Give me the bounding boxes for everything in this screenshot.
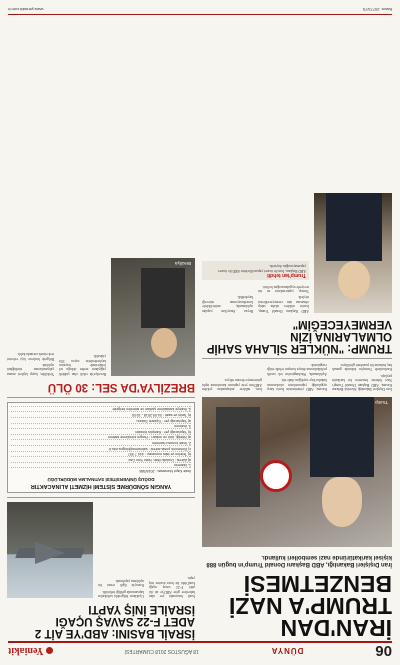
brand-logo-icon <box>46 647 53 654</box>
right-column <box>7 258 195 639</box>
divider <box>202 358 392 359</box>
bottom-photo <box>111 258 195 376</box>
third-headline: İSRAİL BASINI: ABD'YE AİT 2 ADET F-22 SAVAŞ UÇAĞI İSRAİLE İNİŞ YAPTI <box>34 603 195 639</box>
main-deck: İran Dışişleri Bakanlığı, ABD Başkanı Donald Trump'ın bugün 888 kişisel karikatüründe nazi sembolleri kullandı. <box>206 554 392 567</box>
portrait-face <box>338 261 370 299</box>
third-paragraph: Uçakların bölgedeki tatbikatlar kapsamında geldiği belirtildi. <box>98 589 144 598</box>
bottom-paragraph: Yetkililer, kayıp kişileri arama çalışmalarının sürdüğünü açıkladı. <box>7 363 54 376</box>
page-header <box>8 641 392 659</box>
second-body <box>202 284 309 312</box>
second-paragraph: Trump, yaptırımların en üst seviyede uygulanacağını belirtti. <box>258 284 309 293</box>
tender-row: a) Yapılacağı yer : Toplantı Salonu <box>11 417 191 423</box>
portrait-suit <box>326 193 382 261</box>
tender-row: İhale Kayıt Numarası : 2018/388 <box>11 467 191 473</box>
bottom-story <box>7 258 195 393</box>
sidebox-title: Trump'tan tehdit <box>267 272 306 279</box>
bottom-body <box>7 258 106 376</box>
tender-subtitle: DOĞUŞ ÜNİVERSİTESİ SATINALMA MÜDÜRLÜĞÜ <box>47 477 155 483</box>
main-paragraph: İran, nükleer anlaşmadan çekilen ABD'nin yeni yaptırım kararlarına tepki göstermeye devam ediyor. <box>202 378 262 391</box>
bottom-headline: BREZİLYA'DA SEL: 30 ÖLÜ <box>47 380 195 393</box>
main-paragraph: İran Dışişleri Bakanlığı Sözcüsü Behram Kasımi, ABD Başkanı Donald Trump'ı Nazi liderine benzeten bir karikatür paylaştı. <box>332 373 392 391</box>
background-figure <box>216 407 260 507</box>
jet-wing <box>35 542 65 564</box>
tender-row: a) Niteliği, türü ve miktarı : Yangın söndürme sistemi <box>11 434 191 440</box>
bottom-paragraph: Bölgede binlerce kişi evlerini terk etmek zorunda kaldı. <box>7 352 54 361</box>
main-paragraph: Açıklamada, Washington'un tek taraflı politikalarının dünya barışını tehdit ettiği vurgulandı. <box>267 362 327 376</box>
bottom-photo-caption: Brezilya <box>174 260 191 266</box>
face-shape <box>322 477 362 527</box>
tender-row: b) Yapılacağı yer : Kampüs binaları <box>11 428 191 434</box>
second-paragraph: ABD Başkanı Donald Trump, İran'ın nükleer silaha sahip olmasına izin vermeyeceklerini söyledi. <box>258 295 309 313</box>
second-paragraph: Beyaz Saray'dan yapılan açıklamada, müttefiklerle koordinasyonun süreceği kaydedildi. <box>202 295 253 313</box>
section-label: DÜNYA <box>270 646 304 656</box>
tender-row: 4- İhaleye katılabilme şartları ve istenilen belgeler <box>11 406 191 412</box>
suit-shape <box>310 397 374 477</box>
tender-row: b) Tarihi ve saati : 04.09.2018 - 10:00 <box>11 411 191 417</box>
tender-row: 3- İhalenin <box>11 423 191 429</box>
footer-right: www.yeniakit.com.tr <box>8 7 44 13</box>
main-photo-caption: Trump <box>375 400 388 405</box>
third-body <box>98 502 195 598</box>
tender-row: b) Telefon ve faks numarası : 444 7 997 <box>11 451 191 457</box>
divider <box>7 497 195 498</box>
issue-date: 18 AĞUSTOS 2018 CUMARTESİ <box>124 648 199 654</box>
tender-notice <box>7 402 195 493</box>
third-paragraph: Konuyla ilgili resmi bir açıklama yapılmadı. <box>98 578 144 588</box>
tender-row: c) Elektronik posta adresi : satinalma@dogus.edu.tr <box>11 445 191 451</box>
third-paragraph: İsrail basınında yer alan haberlere göre ABD'ye ait iki adet F-22 savaş uçağı İsrail'deki bir hava üssüne iniş yaptı. <box>149 576 195 598</box>
main-headline: İRAN'DAN TRUMP'A NAZİ BENZETMESİ <box>228 571 392 641</box>
photo-figure-head <box>151 328 177 358</box>
tender-row: 2- İhale konusu hizmetin <box>11 439 191 445</box>
tender-title: YANGIN SÖNDÜRME SİSTEMİ HİZMETİ ALINACAKTIR <box>30 483 172 489</box>
jet-photo <box>7 502 93 598</box>
main-paragraph: Kasımi, ABD yönetiminin İran'a karşı uyguladığı yaptırımların uluslararası hukuku hiçe saydığını ifade etti. <box>267 378 327 391</box>
main-story <box>202 193 392 639</box>
footer-left: Basın: 29773/75 <box>362 7 392 13</box>
sidebox-text: ABD Başkanı, İran ile ticaret yapan ülkelerin ABD ile ticaret yapamayacağını duyurdu. <box>218 264 306 273</box>
main-body <box>202 363 392 391</box>
page-number: 06 <box>375 642 392 660</box>
main-photo <box>202 397 392 547</box>
divider <box>7 397 195 398</box>
bottom-paragraph: Brezilya'da etkili olan şiddetli yağışların neden olduğu sel felaketinde hayatını kaybedenlerin sayısı 30'a yükseldi. <box>59 354 106 376</box>
second-photo <box>314 193 392 313</box>
photo-figure-body <box>141 268 185 328</box>
second-story <box>202 193 392 354</box>
second-sidebox <box>202 261 309 280</box>
tender-row: 1- İdarenin <box>11 462 191 468</box>
page-footer <box>8 6 392 15</box>
brand-logo <box>8 646 53 657</box>
main-paragraph: Karikatürde Trump'ın kolunda gamalı haç bulunan bir pazubent görülüyor. <box>332 362 392 372</box>
armband-emblem <box>260 460 292 492</box>
brand-name: Yeniakit <box>8 645 44 657</box>
second-headline: TRUMP: "NÜKLER SİLAHA SAHİP OLMALARINA İZİN VERMEYECEĞİM" <box>207 317 392 354</box>
tender-row: a) Adresi : Dudullu Mah. Nato Yolu Cad. <box>11 456 191 462</box>
